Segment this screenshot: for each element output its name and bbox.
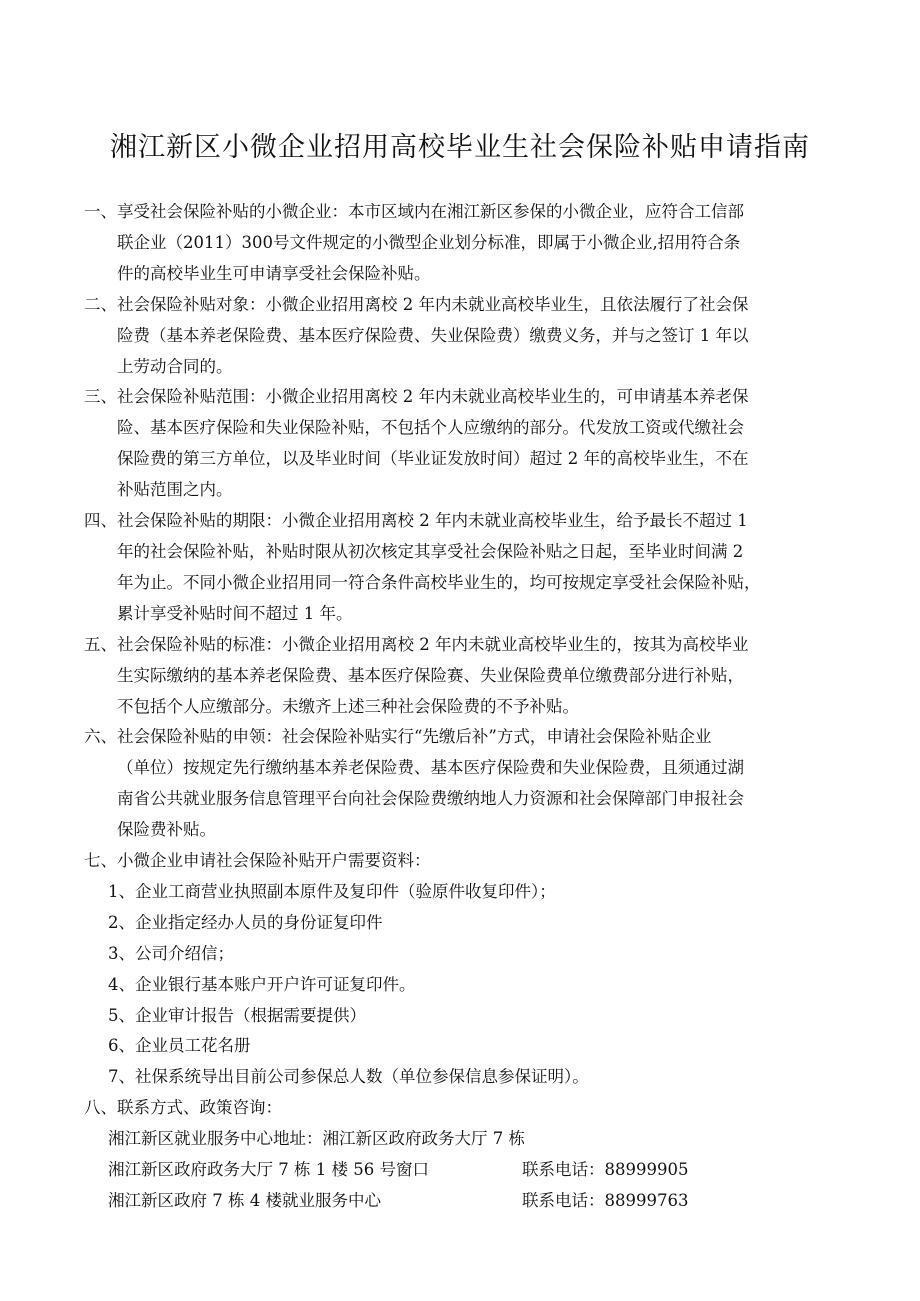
- contact-place: 湘江新区政府 7 栋 4 楼就业服务中心: [108, 1191, 381, 1210]
- section-body: [117, 722, 826, 846]
- section-line: 社会保险补贴对象：小微企业招用离校 2 年内未就业高校毕业生，且依法履行了社会保: [117, 294, 749, 314]
- center-address: 湘江新区就业服务中心地址：湘江新区政府政务大厅 7 栋: [108, 1129, 525, 1149]
- section-line: 年的社会保险补贴，补贴时限从初次核定其享受社会保险补贴之日起，至毕业时间满 2: [117, 541, 744, 561]
- section-line: 险、基本医疗保险和失业保险补贴，不包括个人应缴纳的部分。代发放工资或代缴社会: [117, 418, 744, 438]
- section-number: 一、: [84, 202, 117, 221]
- material-item: 2、企业指定经办人员的身份证复印件: [108, 912, 383, 932]
- section-number: 二、: [84, 294, 117, 314]
- section-number: 三、: [84, 387, 117, 407]
- section-line: 不包括个人应缴部分。未缴齐上述三种社会保险费的不予补贴。: [117, 696, 579, 716]
- materials-list: [84, 877, 826, 1093]
- section-body: [117, 846, 826, 877]
- contact-phone: 联系电话：88999763: [522, 1191, 689, 1210]
- section-line: 社会保险补贴的申领：社会保险补贴实行“先缴后补”方式，申请社会保险补贴企业: [117, 727, 712, 747]
- document-title: 湘江新区小微企业招用高校毕业生社会保险补贴申请指南: [110, 132, 810, 163]
- section-number: 四、: [84, 511, 117, 531]
- section-body: [117, 197, 826, 290]
- section-5: [84, 630, 826, 723]
- section-line: 南省公共就业服务信息管理平台向社会保险费缴纳地人力资源和社会保障部门申报社会: [117, 789, 744, 809]
- material-item: 3、公司介绍信；: [108, 943, 234, 963]
- section-2: [84, 290, 826, 383]
- section-line: 联企业（2011）300号文件规定的小微型企业划分标准，即属于小微企业,招用符合条: [117, 232, 741, 252]
- guide-content: [84, 197, 826, 1217]
- section-line: 社会保险补贴的标准：小微企业招用离校 2 年内未就业高校毕业生的，按其为高校毕业: [117, 634, 749, 654]
- section-line: 保险费的第三方单位，以及毕业时间（毕业证发放时间）超过 2 年的高校毕业生，不在: [117, 449, 749, 469]
- section-body: [117, 382, 826, 506]
- section-line: 险费（基本养老保险费、基本医疗保险费、失业保险费）缴费义务，并与之签订 1 年以: [117, 325, 749, 345]
- material-item: 7、社保系统导出目前公司参保总人数（单位参保信息参保证明）。: [108, 1067, 589, 1087]
- section-line: （单位）按规定先行缴纳基本养老保险费、基本医疗保险费和失业保险费，且须通过湖: [117, 758, 744, 778]
- contact-row: [84, 1155, 826, 1186]
- section-number: 六、: [84, 727, 117, 747]
- section-body: [117, 290, 826, 383]
- section-number: 五、: [84, 634, 117, 654]
- section-7: [84, 846, 826, 877]
- section-3: [84, 382, 826, 506]
- contact-row: [84, 1186, 826, 1217]
- material-item: 4、企业银行基本账户开户许可证复印件。: [108, 974, 416, 994]
- section-number: 七、: [84, 851, 117, 871]
- section-1: [84, 197, 826, 290]
- material-item: 5、企业审计报告（根据需要提供）: [108, 1005, 366, 1025]
- section-heading: 联系方式、政策咨询：: [117, 1098, 282, 1118]
- section-line: 生实际缴纳的基本养老保险费、基本医疗保险赛、失业保险费单位缴费部分进行补贴，: [117, 665, 744, 685]
- section-line: 年为止。不同小微企业招用同一符合条件高校毕业生的，均可按规定享受社会保险补贴，: [117, 572, 761, 592]
- section-line: 保险费补贴。: [117, 820, 216, 840]
- section-line: 社会保险补贴的期限：小微企业招用离校 2 年内未就业高校毕业生，给予最长不超过 1: [117, 511, 748, 531]
- section-body: [117, 630, 826, 723]
- section-8: [84, 1093, 826, 1124]
- section-body: [117, 1093, 826, 1124]
- material-item: 1、企业工商营业执照副本原件及复印件（验原件收复印件）；: [108, 881, 556, 901]
- section-6: [84, 722, 826, 846]
- section-number: 八、: [84, 1098, 117, 1118]
- material-item: 6、企业员工花名册: [108, 1036, 251, 1056]
- contact-place: 湘江新区政府政务大厅 7 栋 1 楼 56 号窗口: [108, 1160, 429, 1180]
- section-line: 小微企业申请社会保险补贴开户需要资料：: [117, 851, 431, 871]
- section-line: 社会保险补贴范围：小微企业招用离校 2 年内未就业高校毕业生的，可申请基本养老保: [117, 387, 749, 407]
- section-4: [84, 506, 826, 630]
- section-line: 享受社会保险补贴的小微企业：本市区域内在湘江新区参保的小微企业，应符合工信部: [117, 202, 744, 221]
- section-line: 累计享受补贴时间不超过 1 年。: [117, 603, 353, 623]
- section-line: 补贴范围之内。: [117, 480, 233, 500]
- contact-phone: 联系电话：88999905: [522, 1160, 689, 1180]
- section-line: 上劳动合同的。: [117, 356, 233, 376]
- section-line: 件的高校毕业生可申请享受社会保险补贴。: [117, 263, 431, 283]
- section-body: [117, 506, 826, 630]
